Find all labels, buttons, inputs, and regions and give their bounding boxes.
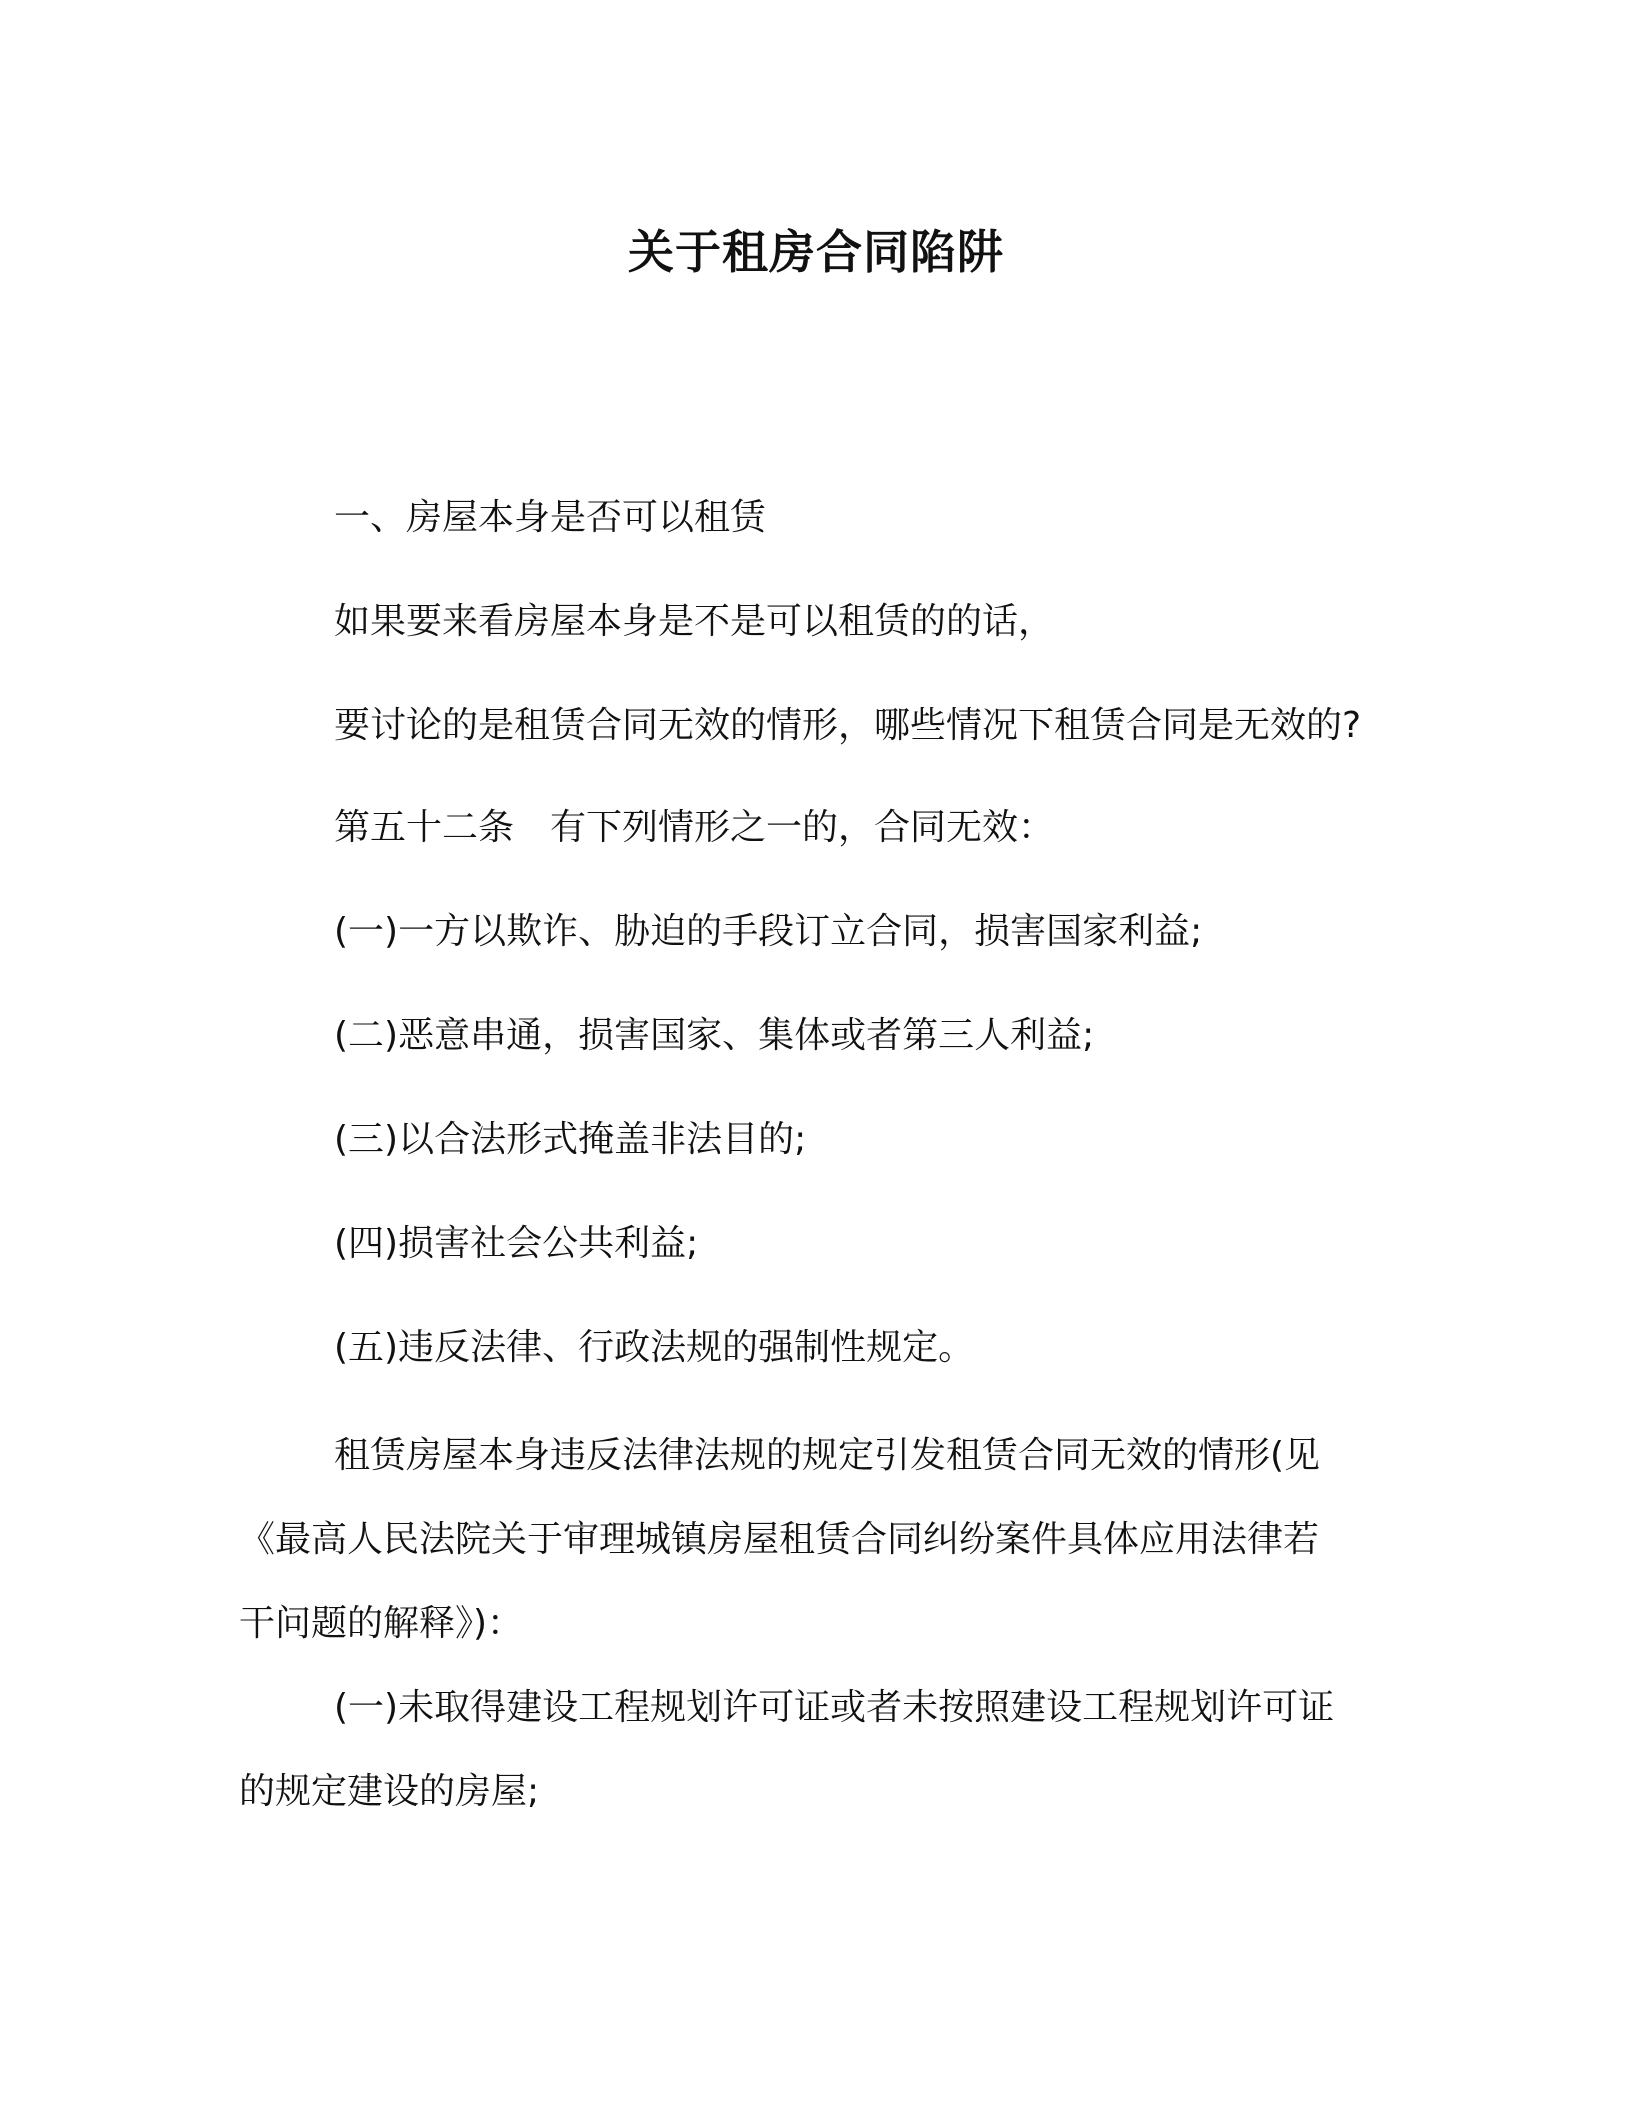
- paragraph: 如果要来看房屋本身是不是可以租赁的的话，: [334, 601, 1055, 642]
- list-item: (五)违反法律、行政法规的强制性规定。: [334, 1327, 975, 1368]
- paragraph-line: (一)未取得建设工程规划许可证或者未按照建设工程规划许可证: [334, 1687, 1335, 1728]
- section-heading: 一、房屋本身是否可以租赁: [334, 497, 767, 538]
- list-item: (二)恶意串通，损害国家、集体或者第三人利益;: [334, 1015, 1095, 1056]
- list-item: (四)损害社会公共利益;: [334, 1223, 699, 1264]
- item-one-paragraph: [239, 1666, 1359, 1834]
- interpretation-paragraph: [239, 1414, 1359, 1666]
- paragraph-line: 干问题的解释》)：: [239, 1603, 524, 1644]
- list-item: (一)一方以欺诈、胁迫的手段订立合同，损害国家利益;: [334, 911, 1203, 952]
- article-heading: 第五十二条 有下列情形之一的，合同无效：: [334, 807, 1055, 848]
- list-item: (三)以合法形式掩盖非法目的;: [334, 1119, 807, 1160]
- paragraph: 要讨论的是租赁合同无效的情形，哪些情况下租赁合同是无效的?: [334, 705, 1362, 746]
- paragraph-line: 的规定建设的房屋;: [239, 1771, 540, 1812]
- paragraph-line: 《最高人民法院关于审理城镇房屋租赁合同纠纷案件具体应用法律若: [239, 1519, 1320, 1560]
- document-title: 关于租房合同陷阱: [628, 225, 1004, 279]
- paragraph-line: 租赁房屋本身违反法律法规的规定引发租赁合同无效的情形(见: [334, 1435, 1321, 1476]
